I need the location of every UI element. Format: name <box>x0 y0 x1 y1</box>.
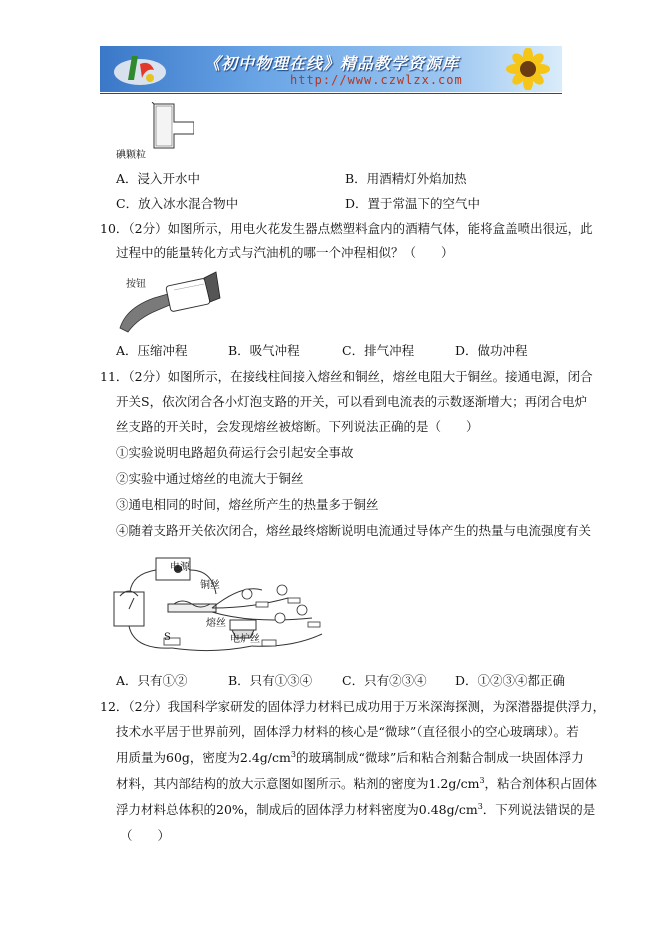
q12-stem-line4 <box>116 776 597 792</box>
q12-line5-part2: ．下列说法错误的是 <box>482 802 596 817</box>
button-label: 按钮 <box>126 279 146 290</box>
q12-line4-part2: ，粘合剂体积占固体 <box>484 776 598 791</box>
q12-line3-part2: 的玻璃制成“微球”后和粘合剂黏合制成一块固体浮力 <box>295 750 584 765</box>
circuit-figure <box>112 554 338 666</box>
cubic-exponent: 3 <box>290 749 296 759</box>
q12-line5-part1: 浮力材料总体积的20%，制成后的固体浮力材料密度为0.48g/cm <box>116 802 478 817</box>
fuse-label: 熔丝 <box>206 618 226 629</box>
q9-option-b[interactable]: B．用酒精灯外焰加热 <box>345 171 467 186</box>
q11-option-b[interactable]: B．只有①③④ <box>228 673 313 688</box>
q9-option-a[interactable]: A．浸入开水中 <box>116 171 201 186</box>
site-logo-icon <box>110 50 170 88</box>
q12-stem-line2: 技术水平居于世界前列，固体浮力材料的核心是“微球”（直径很小的空心玻璃球）。若 <box>116 724 579 739</box>
q12-stem-line3 <box>116 750 584 766</box>
header-banner <box>100 46 562 92</box>
q11-statement-2: ②实验中通过熔丝的电流大于铜丝 <box>116 471 304 486</box>
q11-stem-line2: 开关S，依次闭合各小灯泡支路的开关，可以看到电流表的示数逐渐增大；再闭合电炉 <box>116 394 588 409</box>
cubic-exponent: 3 <box>477 801 483 811</box>
switch-s-label: S <box>164 632 171 643</box>
q11-option-a[interactable]: A．只有①② <box>116 673 188 688</box>
header-title: 《初中物理在线》精品教学资源库 <box>204 54 460 73</box>
q9-option-c[interactable]: C．放入冰水混合物中 <box>116 196 239 211</box>
sunflower-icon <box>488 48 558 90</box>
q12-answer-blank: （ ） <box>120 828 171 843</box>
q11-stem-line1: 11．（2分）如图所示，在接线柱间接入熔丝和铜丝，熔丝电阻大于铜丝。接通电源，闭合 <box>100 369 593 384</box>
copper-wire-label: 铜丝 <box>200 580 220 591</box>
power-supply-label: 电源 <box>170 562 190 573</box>
q11-statement-4: ④随着支路开关依次闭合，熔丝最终熔断说明电流通过导体产生的热量与电流强度有关 <box>116 523 592 538</box>
q12-stem-line1: 12．（2分）我国科学家研发的固体浮力材料已成功用于万米深海探测，为深潜器提供浮力， <box>100 699 606 714</box>
q10-option-d[interactable]: D．做功冲程 <box>455 343 528 358</box>
q9-option-d[interactable]: D．置于常温下的空气中 <box>345 196 481 211</box>
q11-stem-line3: 丝支路的开关时，会发现熔丝被熔断。下列说法正确的是（ ） <box>116 419 479 434</box>
q10-option-a[interactable]: A．压缩冲程 <box>116 343 188 358</box>
header-url[interactable]: http://www.czwlzx.com <box>290 73 463 87</box>
q12-line4-part1: 材料，其内部结构的放大示意图如图所示。粘剂的密度为1.2g/cm <box>116 776 480 791</box>
q10-option-b[interactable]: B．吸气冲程 <box>228 343 300 358</box>
q11-option-c[interactable]: C．只有②③④ <box>342 673 427 688</box>
header-divider <box>100 93 562 94</box>
q10-option-c[interactable]: C．排气冲程 <box>342 343 415 358</box>
q11-statement-1: ①实验说明电路超负荷运行会引起安全事故 <box>116 445 354 460</box>
q10-stem-line2: 过程中的能量转化方式与汽油机的哪一个冲程相似？（ ） <box>116 245 454 260</box>
cubic-exponent: 3 <box>479 775 485 785</box>
q11-statement-3: ③通电相同的时间，熔丝所产生的热量多于铜丝 <box>116 497 379 512</box>
iodine-label: 碘颗粒 <box>116 150 146 161</box>
q12-line3-part1: 用质量为60g，密度为2.4g/cm <box>116 750 291 765</box>
heater-wire-label: 电炉丝 <box>230 634 260 645</box>
q12-stem-line5 <box>116 802 595 818</box>
q11-option-d[interactable]: D．①②③④都正确 <box>455 673 566 688</box>
q10-stem-line1: 10．（2分）如图所示，用电火花发生器点燃塑料盒内的酒精气体，能将盒盖喷出很远，此 <box>100 221 593 236</box>
